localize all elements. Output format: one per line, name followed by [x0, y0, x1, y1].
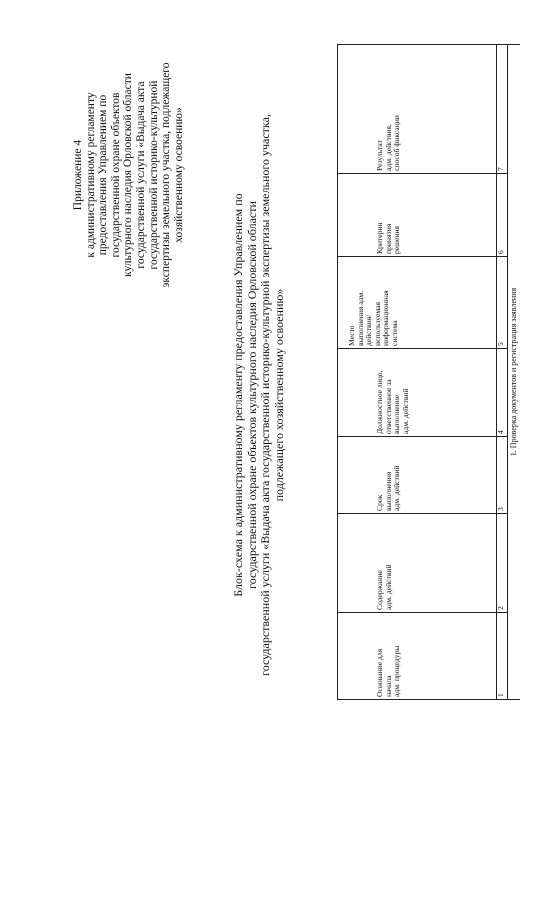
column-number: 6 [497, 174, 508, 257]
header-line: действия/ [364, 314, 374, 346]
header-cell-responsible [338, 349, 497, 437]
header-cell-place [338, 257, 497, 349]
column-number: 1 [497, 613, 508, 700]
header-cell-term [338, 437, 497, 514]
appendix-line: Приложение 4 [72, 139, 84, 211]
title-line: Блок-схема к административному регламенту предоставления Управлением по [231, 193, 245, 597]
header-line: адм. действий [400, 388, 410, 434]
header-line: решения [392, 225, 402, 254]
header-line: принятия [383, 223, 393, 254]
appendix-line: хозяйственному освоению» [172, 107, 185, 243]
header-line: начала [383, 675, 393, 697]
appendix-line: государственной охране объектов [109, 92, 122, 258]
header-cell-result [338, 45, 497, 174]
column-number: 2 [497, 514, 508, 613]
header-line: система [389, 320, 399, 346]
header-line: информационная [381, 290, 391, 346]
header-line: выполнения [383, 471, 393, 511]
header-line: адм. действий [383, 564, 393, 610]
header-line: выполнение [392, 394, 402, 434]
header-line: Место [347, 325, 356, 346]
header-line: Результат [375, 140, 384, 171]
column-number: 5 [497, 257, 508, 349]
procedure-table [337, 44, 520, 700]
appendix-line: государственной услуги «Выдача акта [134, 81, 147, 269]
header-cell-content [338, 514, 497, 613]
table-header-row [338, 45, 497, 700]
column-number: 7 [497, 45, 508, 174]
header-line: Должностное лицо, [375, 370, 384, 434]
title-line: подлежащего хозяйственному освоению» [271, 288, 286, 502]
header-line: способ фиксации [392, 115, 402, 171]
appendix-line: предоставления Управлением по [97, 94, 110, 256]
column-number: 3 [497, 437, 508, 514]
appendix-line: к административному регламенту [84, 92, 97, 258]
header-cell-criteria [338, 174, 497, 257]
header-line: Критерии [375, 222, 384, 254]
appendix-line: культурного наследия Орловской области [122, 73, 135, 277]
document-title [232, 75, 286, 715]
column-number: 4 [497, 349, 508, 437]
column-number-row [497, 45, 508, 700]
header-line: выполнения адм. [355, 290, 365, 346]
header-line: ответственное за [383, 379, 393, 434]
header-line: адм. действий [392, 465, 402, 511]
header-cell-basis [338, 613, 497, 700]
appendix-header [72, 30, 185, 320]
header-line: адм. процедуры [392, 645, 402, 697]
header-line: используемая [372, 302, 382, 346]
header-line: Содержание [375, 570, 384, 610]
title-line: государственной услуги «Выдача акта государственной историко-культурной экспертизы земельного участка, [258, 114, 272, 676]
header-line: адм. действия, [383, 124, 393, 171]
stage-title: 1. Проверка документов и регистрация заявления [508, 45, 521, 700]
title-line: государственной охране объектов культурного наследия Орловской области [244, 201, 259, 589]
header-line: Срок [375, 494, 384, 511]
header-line: Основание для [375, 648, 384, 697]
stage-row [508, 45, 521, 700]
appendix-line: государственной историко-культурной [147, 80, 160, 270]
appendix-line: экспертизы земельного участка, подлежащего [160, 62, 173, 288]
